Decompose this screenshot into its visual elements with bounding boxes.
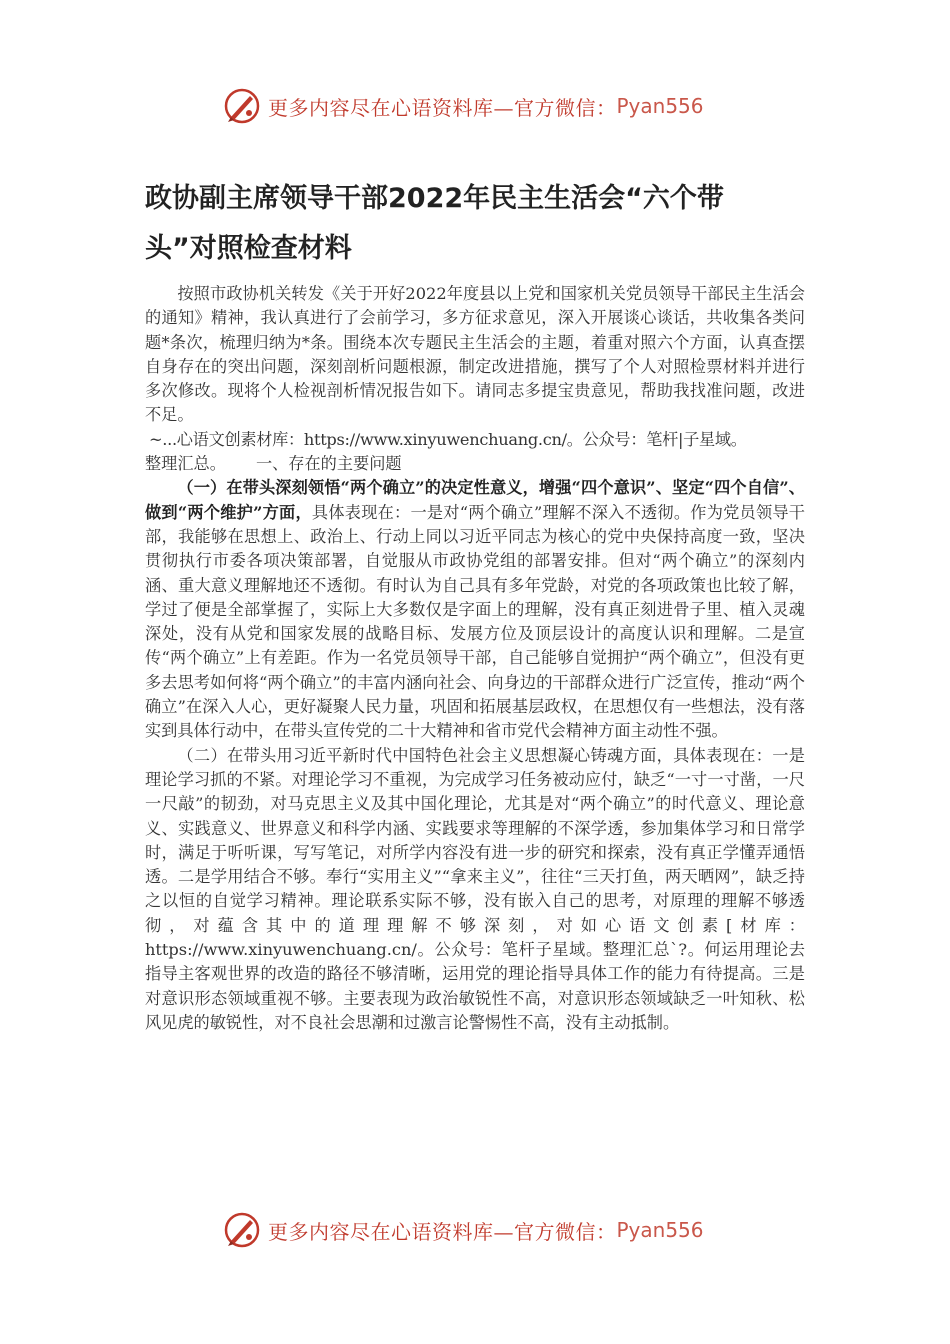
paragraph-one-heading: （一）在带头深刻领悟“两个确立”的决定性意义，增强“四个意识”、坚定“四个自信”、做到“两个维护”方面， xyxy=(145,478,805,522)
document-title: 政协副主席领导干部2022年民主生活会“六个带头”对照检查材料 xyxy=(145,183,724,264)
header-banner xyxy=(222,84,742,128)
banner-text: 更多内容尽在心语资料库—官方微信： xyxy=(268,1219,617,1244)
document-body xyxy=(145,282,805,1035)
pen-logo-icon xyxy=(222,86,262,126)
pen-logo-icon xyxy=(222,1210,262,1250)
footer-banner xyxy=(222,1208,742,1252)
banner-text: 更多内容尽在心语资料库—官方微信： xyxy=(268,95,617,120)
intro-paragraph: 按照市政协机关转发《关于开好2022年度县以上党和国家机关党员领导干部民主生活会的通知》精神，我认真进行了会前学习，多方征求意见，深入开展谈心谈话，共收集各类问题*条次，梳理归纳为*条。围绕本次专题民主生活会的主题，着重对照六个方面，认真查摆自身存在的突出问题，深刻剖析问题根源，制定改进措施，撰写了个人对照检票材料并进行多次修改。现将个人检视剖析情况报告如下。请同志多提宝贵意见，帮助我找准问题，改进不足。 xyxy=(145,284,805,425)
paragraph-one xyxy=(145,476,805,743)
source-note: ~...心语文创素材库：https://www.xinyuwenchuang.cn/。公众号：笔杆|子星域。 xyxy=(149,429,747,449)
paragraph-two: （二）在带头用习近平新时代中国特色社会主义思想凝心铸魂方面，具体表现在：一是理论学习抓的不紧。对理论学习不重视，为完成学习任务被动应付，缺乏“一寸一寸凿，一尺一尺敲”的韧劲，对马克思主义及其中国化理论，尤其是对“两个确立”的时代意义、理论意义、实践意义、世界意义和科学内涵、实践要求等理解的不深学透，参加集体学习和日常学时，满足于听听课，写写笔记，对所学内容没有进一步的研究和探索，没有真正学懂弄通悟透。二是学用结合不够。奉行“实用主义”“拿来主义”，往往“三天打鱼，两天晒网”，缺乏持之以恒的自觉学习精神。理论联系实际不够，没有嵌入自己的思考，对原理的理解不够透彻，对蕴含其中的道理理解不够深刻，对如心语文创素[材库：https://www.xinyuwenchuang.cn/。公众号：笔杆子星域。整理汇总`?。何运用理论去指导主客观世界的改造的路径不够清晰，运用党的理论指导具体工作的能力有待提高。三是对意识形态领域重视不够。主要表现为政治敏锐性不高，对意识形态领域缺乏一叶知秋、松风见虎的敏锐性，对不良社会思潮和过激言论警惕性不高，没有主动抵制。 xyxy=(145,745,805,1032)
source-note-cont xyxy=(145,452,805,476)
banner-wechat-id: Pyan556 xyxy=(616,1218,704,1242)
source-note-tail: 整理汇总。 xyxy=(145,454,226,474)
paragraph-one-text: 具体表现在：一是对“两个确立”理解不深入不透彻。作为党员领导干部，我能够在思想上、政治上、行动上同以习近平同志为核心的党中央保持高度一致，坚决贯彻执行市委各项决策部署，自觉服从市政协党组的部署安排。但对“两个确立”的深刻内涵、重大意义理解地还不透彻。有时认为自己具有多年党龄，对党的各项政策也比较了解，学过了便是全部掌握了，实际上大多数仅是字面上的理解，没有真正刻进骨子里、植入灵魂深处，没有从党和国家发展的战略目标、发展方位及顶层设计的高度认识和理解。二是宣传“两个确立”上有差距。作为一名党员领导干部，自己能够自觉拥护“两个确立”，但没有更多去思考如何将“两个确立”的丰富内涵向社会、向身边的干部群众进行广泛宣传，推动“两个确立”在深入人心，更好凝聚人民力量，巩固和拓展基层政权，在思想仅有一些想法，没有落实到具体行动中，在带头宣传党的二十大精神和省市党代会精神方面主动性不强。 xyxy=(145,502,805,741)
section-heading: 一、存在的主要问题 xyxy=(255,454,402,474)
banner-wechat-id: Pyan556 xyxy=(616,94,704,118)
